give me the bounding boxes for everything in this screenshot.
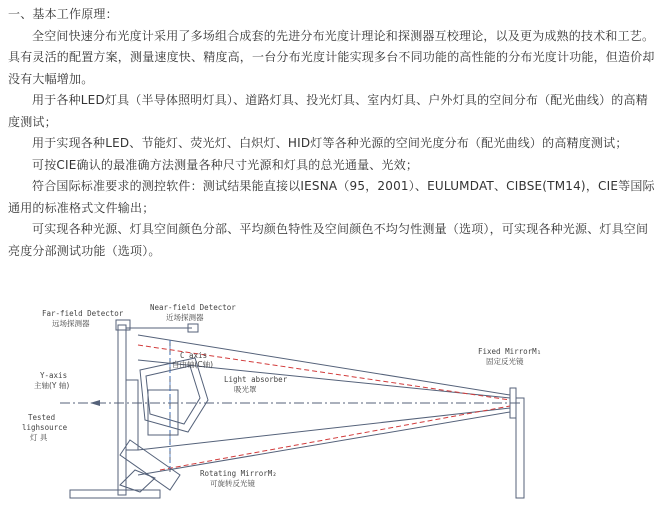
- paragraph-intro: 全空间快速分布光度计采用了多场组合成套的先进分布光度计理论和探测器互校理论，以及更为成熟的技术和工艺。具有灵活的配置方案，测量速度快、精度高，一台分布光度计能实现多台不同功能的高性能的分布光度计功能，但造价却没有大幅增加。: [8, 28, 655, 86]
- y-axis-label-en: Y-axis: [40, 371, 68, 380]
- light-absorber-label-cn: 吸光罩: [234, 385, 257, 394]
- c-axis-label-en: C axis: [180, 351, 208, 360]
- near-field-label-en: Near-field Detector: [150, 303, 236, 312]
- paragraph-cie: 可按CIE确认的最准确方法测量各种尺寸光源和灯具的总光通量、光效；: [32, 157, 419, 172]
- near-field-label-cn: 近场探测器: [166, 313, 204, 322]
- paragraph-luminaire-use: 用于各种LED灯具（半导体照明灯具）、道路灯具、投光灯具、室内灯具、户外灯具的空间分布（配光曲线）的高精度测试；: [8, 93, 648, 129]
- principle-text: [8, 4, 656, 262]
- light-absorber-inner: [146, 366, 200, 424]
- rotating-arm: [126, 380, 138, 450]
- fixed-mirror-post: [516, 398, 524, 498]
- tested-label-cn: 灯 具: [30, 433, 48, 442]
- tested-label-en-1: Tested: [28, 413, 56, 422]
- tested-label-en-2: lighsource: [22, 423, 68, 432]
- y-axis-arrow-icon: [90, 400, 100, 406]
- diagram-svg: [20, 300, 580, 500]
- light-absorber-label-en: Light absorber: [224, 375, 288, 384]
- c-axis-label-cn: 自由轴(C轴): [172, 360, 214, 369]
- far-field-label-cn: 远场探测器: [52, 319, 90, 328]
- paragraph-software: 符合国际标准要求的测控软件：测试结果能直接以IESNA（95，2001）、EULUMDAT、CIBSE(TM14)，CIE等国际通用的标准格式文件输出；: [8, 179, 655, 215]
- rotating-mirror-label-cn: 可旋转反光镜: [210, 479, 255, 488]
- fixed-mirror-label-en: Fixed MirrorM₁: [478, 347, 542, 356]
- beam-red-dashed-lower: [160, 406, 510, 470]
- paragraph-color: 可实现各种光源、灯具空间颜色分部、平均颜色特性及空间颜色不均匀性测量（选项），可实现各种光源、灯具空间亮度分部测试功能（选项）。: [8, 222, 649, 258]
- goniophotometer-diagram: [20, 300, 580, 500]
- paragraph-source-use: 用于实现各种LED、节能灯、荧光灯、白炽灯、HID灯等各种光源的空间光度分布（配光曲线）的高精度测试；: [32, 136, 628, 150]
- base-plate: [70, 490, 160, 498]
- far-field-label-en: Far-field Detector: [42, 309, 124, 318]
- section-heading: 一、基本工作原理：: [8, 7, 118, 21]
- fixed-mirror-label-cn: 固定反光镜: [486, 357, 524, 366]
- rotating-mirror-label-en: Rotating MirrorM₂: [200, 469, 277, 478]
- y-axis-label-cn: 主轴(Y 轴): [34, 381, 70, 390]
- main-frame-post: [118, 325, 126, 495]
